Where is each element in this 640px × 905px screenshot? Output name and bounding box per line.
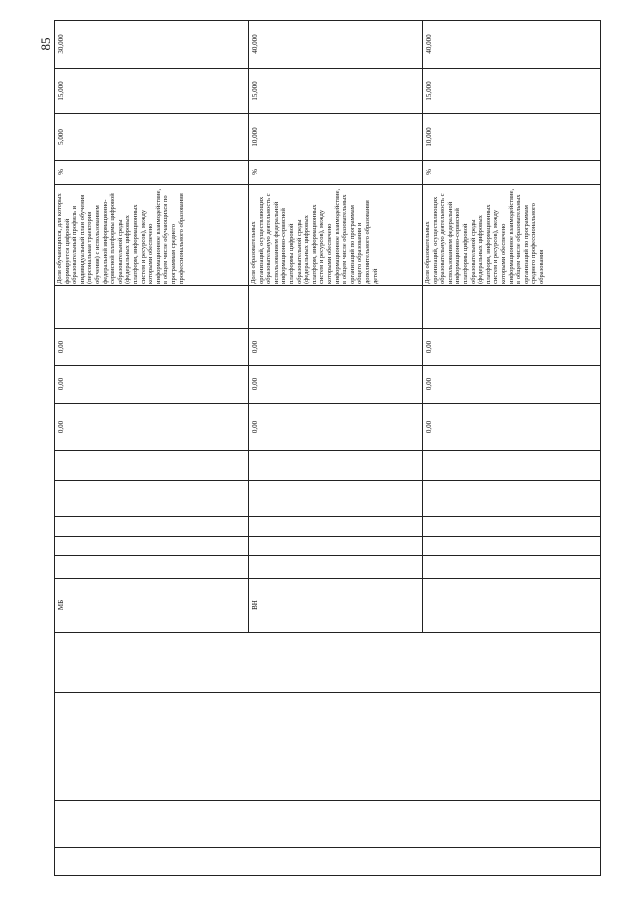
- budget-source-cell: [424, 578, 434, 632]
- table-rule: [54, 68, 600, 69]
- table-rule: [54, 403, 600, 404]
- value-cell-2: [250, 365, 260, 403]
- target-value-cell: [250, 20, 260, 68]
- unit-cell-text: %: [251, 169, 259, 175]
- table-rule: [54, 516, 600, 517]
- table-rule: [54, 480, 600, 481]
- value-cell-3: [250, 403, 260, 450]
- unit-cell: [250, 160, 260, 184]
- indicator-description-cell: [424, 185, 598, 284]
- mid-value-cell-text: 15,000: [57, 80, 65, 101]
- table-border-left: [54, 20, 55, 875]
- value-cell-3: [424, 403, 434, 450]
- table-border-right: [600, 20, 601, 875]
- value-cell-1-text: 0,00: [251, 340, 259, 353]
- unit-cell-text: %: [425, 169, 433, 175]
- base-value-cell-text: 10,000: [251, 126, 259, 147]
- mid-value-cell: [250, 68, 260, 113]
- value-cell-3-text: 0,00: [425, 420, 433, 433]
- table-rule: [54, 555, 600, 556]
- table-rule: [54, 285, 600, 286]
- value-cell-2: [56, 365, 66, 403]
- target-value-cell: [56, 20, 66, 68]
- base-value-cell: [56, 113, 66, 160]
- mid-value-cell-text: 15,000: [425, 80, 433, 101]
- budget-source-cell: [250, 578, 260, 632]
- target-value-cell: [424, 20, 434, 68]
- target-value-cell-text: 40,000: [251, 34, 259, 54]
- table-rule: [54, 113, 600, 114]
- table-rule: [54, 800, 600, 801]
- mid-value-cell-text: 15,000: [251, 80, 259, 101]
- value-cell-1-text: 0,00: [425, 340, 433, 353]
- value-cell-3: [56, 403, 66, 450]
- column-divider: [422, 20, 423, 632]
- indicator-description-text: Доля образовательных организаций, осуществляющих образовательную деятельность с использованием федеральной информационно-сервисной платформы цифровой образовательной среды (федеральных цифровых платформ, информационных систем и ресурсов), между которыми обеспечено информационное взаимодействие, в общем числе образовательных организаций по программам среднего профессионального образования: [424, 188, 545, 284]
- base-value-cell: [250, 113, 260, 160]
- base-value-cell-text: 5,000: [57, 128, 65, 145]
- value-cell-2: [424, 365, 434, 403]
- target-value-cell-text: 40,000: [425, 34, 433, 54]
- indicator-description-cell: [56, 185, 246, 284]
- value-cell-3-text: 0,00: [57, 420, 65, 433]
- base-value-cell-text: 10,000: [425, 126, 433, 147]
- table-rule: [54, 450, 600, 451]
- table-rule: [54, 692, 600, 693]
- unit-cell: [56, 160, 66, 184]
- mid-value-cell: [424, 68, 434, 113]
- value-cell-1: [424, 328, 434, 365]
- budget-source-cell-text: ВН: [251, 600, 259, 610]
- value-cell-1: [56, 328, 66, 365]
- value-cell-1: [250, 328, 260, 365]
- table-rule: [54, 536, 600, 537]
- indicator-description-text: Доля образовательных организаций, осуществляющих образовательную деятельность с использованием федеральной информационно-сервисной платформы цифровой образовательной среды (федеральных цифровых платформ, информационных систем и ресурсов), между которыми обеспечено информационное взаимодействие, в общем числе образовательных организаций по программам общего образования и дополнительного образования детей: [250, 188, 379, 284]
- table-rule: [54, 365, 600, 366]
- table-rule: [54, 160, 600, 161]
- base-value-cell: [424, 113, 434, 160]
- value-cell-3-text: 0,00: [251, 420, 259, 433]
- value-cell-2-text: 0,00: [251, 377, 259, 391]
- budget-source-cell-text: МБ: [57, 599, 65, 611]
- value-cell-2-text: 0,00: [425, 377, 433, 391]
- indicator-description-text: Доля обучающихся, для которых формируется цифровой образовательный профиль и индивидуальный план обучения (персональная траектория обучения) с использованием федеральной информационно-сервисной платформы цифровой образовательной среды (федеральных цифровых платформ, информационных систем и ресурсов), между которыми обеспечено информационное взаимодействие, в общем числе обучающихся по программам среднего профессионального образования: [56, 188, 185, 284]
- value-cell-2-text: 0,00: [57, 377, 65, 391]
- target-value-cell-text: 30,000: [57, 34, 65, 54]
- budget-source-cell: [56, 578, 66, 632]
- unit-cell: [424, 160, 434, 184]
- table-border-bottom: [54, 875, 601, 876]
- indicator-description-cell: [250, 185, 420, 284]
- table-rule: [54, 632, 600, 633]
- mid-value-cell: [56, 68, 66, 113]
- unit-cell-text: %: [57, 169, 65, 175]
- table-rule: [54, 328, 600, 329]
- column-divider: [248, 20, 249, 632]
- page-number: 85: [38, 37, 53, 51]
- table-rule: [54, 847, 600, 848]
- table-border-top: [54, 20, 600, 21]
- table-rule: [54, 578, 600, 579]
- value-cell-1-text: 0,00: [57, 340, 65, 353]
